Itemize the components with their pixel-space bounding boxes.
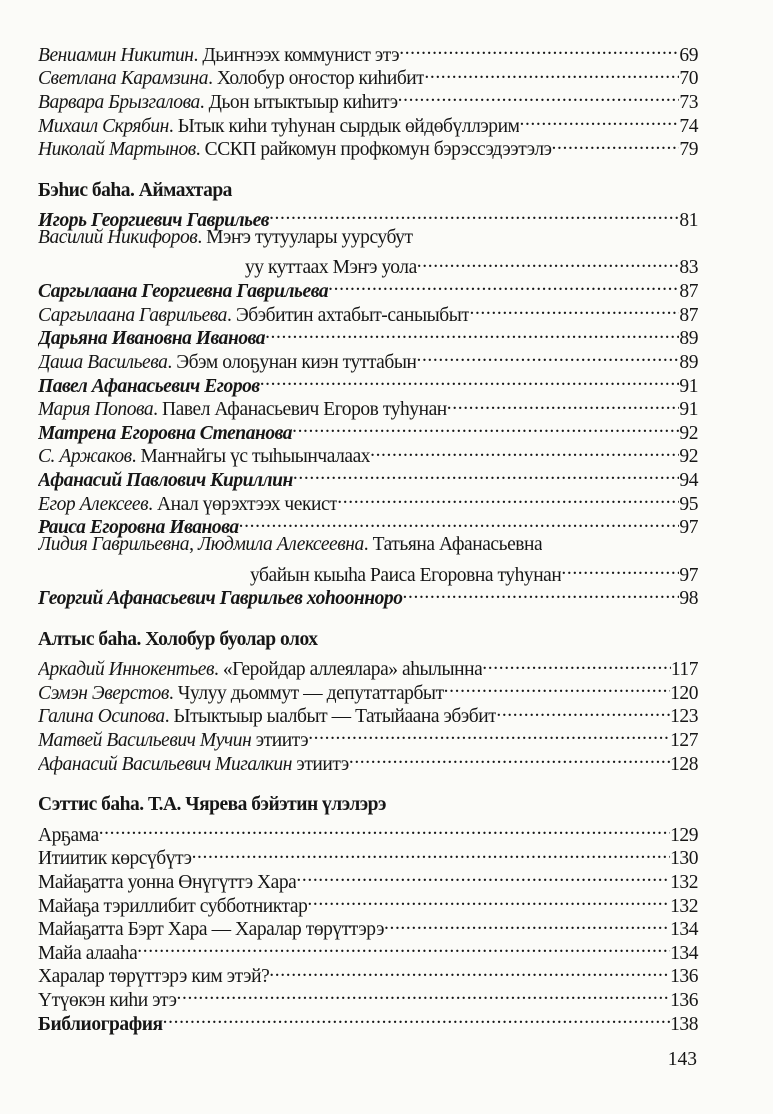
entry-page-number: 132 [670, 895, 698, 917]
entry-author: С. Аржаков [38, 446, 132, 468]
entry-author: Егор Алексеев [38, 493, 149, 515]
entry-text [38, 682, 444, 706]
toc-entry[interactable] [38, 533, 698, 557]
toc-entry[interactable] [38, 935, 698, 964]
entry-text [38, 658, 482, 682]
entry-author: Михаил Скрябин [38, 115, 169, 137]
toc-entry-continuation [38, 250, 698, 279]
entry-page-number: 87 [679, 304, 698, 326]
entry-page-number: 136 [670, 990, 698, 1012]
entry-title: Харалар төрүттэрэ ким этэй? [38, 966, 270, 988]
dot-leader [444, 675, 670, 699]
entry-page-number: 127 [670, 730, 698, 752]
dot-leader [269, 959, 670, 983]
entry-title: Майа алааһа [38, 942, 138, 964]
section-heading: Алтыс баһа. Холобур буолар олох [38, 628, 318, 650]
author-separator: , [189, 534, 198, 556]
dot-leader [192, 841, 671, 865]
entry-author: Лидия Гаврильевна [38, 534, 190, 556]
entry-text [38, 375, 260, 399]
entry-title: . Маҥнайгы үс тыһыынчалаах [131, 446, 371, 468]
entry-author: Людмила Алексеевна [197, 534, 364, 556]
entry-page-number: 92 [679, 446, 698, 468]
entry-page-number: 128 [670, 753, 698, 775]
entry-author: Николай Мартынов [38, 139, 196, 161]
dot-leader [296, 864, 670, 888]
entry-person-name: Павел Афанасьевич Егоров [38, 375, 260, 397]
entry-page-number: 120 [670, 682, 698, 704]
entry-text [38, 989, 177, 1013]
entry-text [38, 533, 542, 557]
entry-text [38, 469, 293, 493]
entry-text [38, 67, 424, 91]
entry-page-number: 79 [679, 139, 698, 161]
dot-leader [265, 321, 679, 345]
section-heading: Бэһис баһа. Аймахтара [38, 179, 232, 201]
entry-page-number: 134 [670, 942, 698, 964]
entry-title-continuation: уу куттаах Мэҥэ уола [245, 257, 417, 279]
entry-title: . Холобур оҥостор киһибит [208, 68, 425, 90]
entry-title: этиитэ [291, 753, 349, 775]
entry-title: Майаҕатта уонна Өнүгүттэ Хара [38, 871, 297, 893]
dot-leader [269, 202, 679, 226]
entry-person-name: Георгий Афанасьевич Гаврильев хоһоонноро [38, 588, 403, 610]
dot-leader [137, 935, 670, 959]
entry-author: Мария Попова [38, 399, 154, 421]
entry-page-number: 69 [679, 44, 698, 66]
toc-entry[interactable] [38, 273, 698, 302]
entry-author: Варвара Брызгалова [38, 91, 200, 113]
table-of-contents [38, 37, 698, 1053]
entry-page-number: 95 [679, 493, 698, 515]
entry-person-name: Афанасий Павлович Кириллин [38, 470, 293, 492]
entry-page-number: 138 [670, 1013, 698, 1035]
entry-author: Афанасий Васильевич Мигалкин [38, 753, 292, 775]
entry-text [38, 587, 403, 611]
entry-page-number: 91 [679, 375, 698, 397]
entry-text [38, 115, 519, 139]
entry-page-number: 74 [679, 115, 698, 137]
entry-page-number: 117 [670, 659, 698, 681]
entry-author: Вениамин Никитин [38, 44, 194, 66]
dot-leader [403, 581, 680, 605]
entry-page-number: 83 [679, 257, 698, 279]
dot-leader [328, 273, 679, 297]
dot-leader [447, 392, 680, 416]
entry-person-name: Раиса Егоровна Иванова [38, 517, 239, 539]
entry-title: Майаҕа тэриллибит субботниктар [38, 895, 308, 917]
entry-author: Василий Никифоров [38, 227, 198, 249]
entry-title: этиитэ [251, 730, 309, 752]
entry-text [38, 1013, 163, 1037]
entry-page-number: 97 [679, 564, 698, 586]
dot-leader [349, 746, 670, 770]
toc-entry[interactable] [38, 226, 698, 250]
dot-leader [370, 439, 679, 463]
entry-page-number: 97 [679, 517, 698, 539]
entry-title: . Ытык киһи туһунан сырдык өйдөбүллэрим [168, 115, 520, 137]
entry-author: Матвей Васильевич Мучин [38, 730, 252, 752]
entry-person-name: Матрена Егоровна Степанова [38, 422, 293, 444]
dot-leader [399, 37, 679, 61]
entry-page-number: 123 [670, 706, 698, 728]
entry-author: Светлана Карамзина [38, 68, 209, 90]
entry-text [38, 753, 349, 777]
entry-text [38, 895, 307, 919]
entry-page-number: 94 [679, 470, 698, 492]
entry-text [38, 44, 399, 68]
dot-leader [292, 415, 679, 439]
entry-title: . Дьиҥнээх коммунист этэ [193, 44, 400, 66]
dot-leader [293, 462, 679, 486]
entry-page-number: 70 [679, 68, 698, 90]
toc-entry[interactable] [38, 202, 698, 232]
toc-entry[interactable] [38, 652, 698, 681]
toc-entry-continuation [38, 557, 698, 586]
entry-text [38, 138, 552, 162]
entry-title: . Анал үөрэхтээх чекист [148, 493, 338, 515]
entry-title-continuation: убайын кыыһа Раиса Егоровна туһунан [250, 564, 562, 586]
entry-page-number: 92 [679, 422, 698, 444]
entry-text [38, 91, 398, 115]
section-heading: Сэттис баһа. Т.А. Чярева бэйэтин үлэлэрэ [38, 794, 386, 816]
dot-leader [424, 61, 679, 85]
entry-page-number: 129 [670, 824, 698, 846]
entry-page-number: 132 [670, 871, 698, 893]
entry-text [38, 847, 192, 871]
entry-text [38, 824, 99, 848]
dot-leader [384, 912, 670, 936]
dot-leader [469, 297, 679, 321]
dot-leader [552, 132, 680, 156]
entry-text [38, 871, 296, 895]
entry-author: Даша Васильева [38, 351, 168, 373]
toc-section [38, 628, 698, 775]
dot-leader [519, 108, 679, 132]
dot-leader [177, 982, 671, 1006]
toc-entry[interactable] [38, 841, 698, 870]
dot-leader [398, 84, 680, 108]
entry-title: . Эбэм олоҕунан киэн туттабын [167, 351, 417, 373]
entry-text [38, 327, 265, 351]
entry-page-number: 130 [670, 848, 698, 870]
dot-leader [416, 344, 679, 368]
entry-page-number: 134 [670, 919, 698, 941]
dot-leader [307, 888, 670, 912]
dot-leader [239, 510, 680, 534]
entry-title: Библиография [38, 1013, 163, 1035]
entry-author: Аркадий Иннокентьев [38, 659, 214, 681]
entry-title: Итиитик көрсүбүтэ [38, 848, 192, 870]
entry-title: . Чулуу дьоммут — депутаттарбыт [168, 682, 444, 704]
entry-text [38, 422, 292, 446]
entry-page-number: 73 [679, 91, 698, 113]
entry-title: Үтүөкэн киһи этэ [38, 990, 177, 1012]
entry-page-number: 87 [679, 281, 698, 302]
entry-title: . Павел Афанасьевич Егоров туһунан [153, 399, 447, 421]
toc-section [38, 179, 698, 610]
entry-title: . Ытыктыыр ыалбыт — Татыйаана эбэбит [164, 706, 497, 728]
toc-section [38, 793, 698, 1035]
entry-title: . Татьяна Афанасьевна [363, 534, 543, 556]
dot-leader [260, 368, 680, 392]
entry-title: . Эбэбитин ахтабыт-саныыбыт [226, 304, 470, 326]
entry-text [38, 729, 308, 753]
entry-text [38, 280, 328, 304]
toc-entry[interactable] [38, 817, 698, 846]
entry-page-number: 91 [679, 399, 698, 421]
entry-author: Галина Осипова [38, 706, 165, 728]
dot-leader [337, 486, 679, 510]
entry-person-name: Дарьяна Ивановна Иванова [38, 328, 266, 350]
entry-title: . Мэҥэ тутуулары уурсубут [197, 227, 413, 249]
entry-person-name: Игорь Георгиевич Гаврильев [38, 210, 270, 232]
page-number: 143 [667, 1049, 697, 1070]
toc-section [38, 37, 698, 161]
entry-title: . ССКП райкомун профкомун бэрэссэдээтэлэ [195, 139, 552, 161]
entry-title: Майаҕатта Бэрт Хара — Харалар төрүттэрэ [38, 919, 384, 941]
entry-person-name: Саргылаана Георгиевна Гаврильева [38, 281, 329, 302]
entry-author: Сэмэн Эверстов [38, 682, 169, 704]
entry-text [38, 942, 137, 966]
entry-text [38, 226, 413, 250]
entry-title: Арҕама [38, 824, 99, 846]
toc-entry[interactable] [38, 37, 698, 66]
entry-title: . «Геройдар аллеялара» аһылынна [213, 659, 483, 681]
dot-leader [561, 557, 679, 581]
dot-leader [417, 250, 680, 274]
dot-leader [496, 699, 670, 723]
entry-title: . Дьон ытыктыыр киһитэ [199, 91, 398, 113]
entry-page-number: 89 [679, 351, 698, 373]
dot-leader [308, 722, 670, 746]
dot-leader [163, 1006, 670, 1030]
dot-leader [99, 817, 670, 841]
entry-author: Саргылаана Гаврильева [38, 304, 227, 326]
entry-page-number: 98 [679, 588, 698, 610]
entry-page-number: 81 [679, 210, 698, 232]
entry-page-number: 89 [679, 328, 698, 350]
entry-page-number: 136 [670, 966, 698, 988]
dot-leader [482, 652, 671, 676]
